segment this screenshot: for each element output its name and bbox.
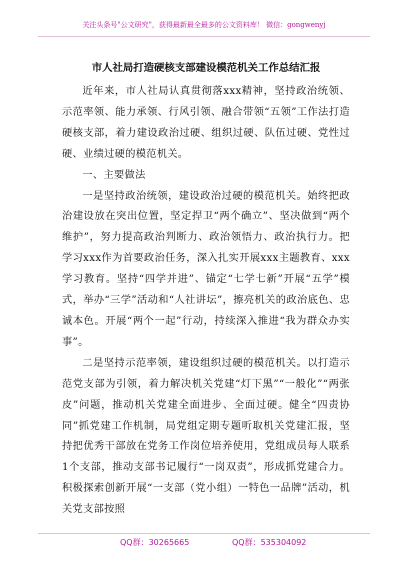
paragraph-organization: 二是坚持示范率领，建设组织过硬的模范机关。以打造示范党支部为引领，着力解决机关党建“灯下黑”“一般化”“两张皮”问题，推动机关党建全面进步、全面过硬。健全“四责协同”抓党建工作机制，局党组定期专题听取机关党建汇报，坚持把优秀干部放在党务工作岗位培养使用，党组成员每人联系1个支部，推动支部书记履行“一岗双责”，形成抓党建合力。积极探索创新开展“一支部（党小组）一特色一品牌”活动，机关党支部按照 bbox=[62, 357, 350, 516]
header-divider bbox=[38, 36, 370, 37]
document-body bbox=[62, 56, 350, 521]
document-title: 市人社局打造硬核支部建设模范机关工作总结汇报 bbox=[91, 62, 321, 74]
footer-qq-group-2: QQ群：535304092 bbox=[232, 538, 307, 547]
footer-qq-group-1: QQ群：30265665 bbox=[120, 538, 190, 547]
header-banner: 关注头条号"公文研究"，获得最新最全最多的公文资料库！ 微信：gongwenyj bbox=[82, 21, 326, 29]
paragraph-political: 一是坚持政治统领，建设政治过硬的模范机关。始终把政治建设放在突出位置，坚定捍卫“两个确立”、坚决做到“两个维护”，努力提高政治判断力、政治领悟力、政治执行力。把学习xxx作为首要政治任务，深入扎实开展xxx主题教育、xxx学习教育。坚持“四学并进”、锚定“七学七新”开展“五学”模式，举办“三学”活动和“人社讲坛”，擦亮机关的政治底色、忠诚本色。开展“两个一起”行动，持续深入推进“我为群众办实事”。 bbox=[62, 190, 350, 348]
section-heading: 一、主要做法 bbox=[82, 169, 146, 181]
intro-paragraph: 近年来，市人社局认真贯彻落xxx精神，坚持政治统领、示范率领、能力承领、行风引领、融合带领“五领”工作法打造硬核支部，着力建设政治过硬、组织过硬、队伍过硬、党性过硬、业绩过硬的模范机关。 bbox=[62, 86, 350, 160]
document-paragraphs bbox=[62, 82, 350, 521]
footer bbox=[0, 537, 408, 551]
footer-divider bbox=[38, 533, 370, 534]
